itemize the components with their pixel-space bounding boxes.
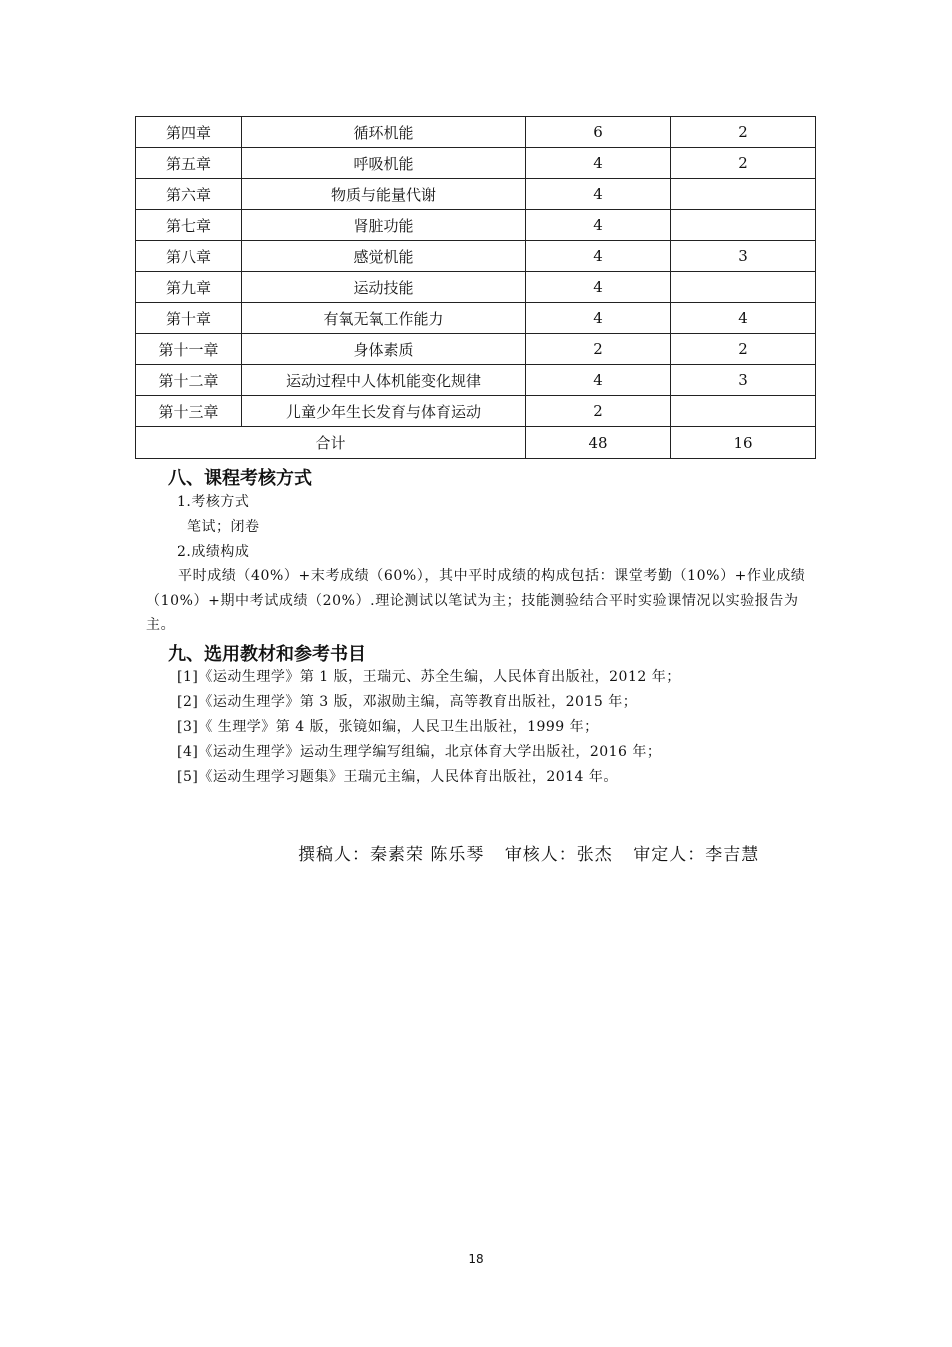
theory-hours-cell: 4 [526, 210, 671, 241]
approver-signature: 审定人：李吉慧 [633, 845, 760, 865]
table-row [136, 365, 816, 396]
lab-hours-cell [671, 272, 816, 303]
table-row [136, 272, 816, 303]
theory-hours-cell: 4 [526, 241, 671, 272]
title-cell: 感觉机能 [242, 241, 526, 272]
table-row [136, 210, 816, 241]
chapter-cell: 第九章 [136, 272, 242, 303]
theory-hours-cell: 6 [526, 117, 671, 148]
total-label-cell: 合计 [136, 427, 526, 459]
title-cell: 肾脏功能 [242, 210, 526, 241]
author-signature: 撰稿人：秦素荣 陈乐琴 [298, 845, 485, 865]
chapter-cell: 第十二章 [136, 365, 242, 396]
assessment-heading: 八、课程考核方式 [168, 468, 312, 489]
lab-hours-cell [671, 210, 816, 241]
title-cell: 物质与能量代谢 [242, 179, 526, 210]
chapter-cell: 第五章 [136, 148, 242, 179]
chapter-cell: 第六章 [136, 179, 242, 210]
title-cell: 有氧无氧工作能力 [242, 303, 526, 334]
theory-hours-cell: 4 [526, 365, 671, 396]
table-row [136, 148, 816, 179]
theory-hours-cell: 4 [526, 303, 671, 334]
chapter-cell: 第八章 [136, 241, 242, 272]
chapter-cell: 第十三章 [136, 396, 242, 427]
lab-hours-cell [671, 396, 816, 427]
lab-hours-cell: 3 [671, 365, 816, 396]
page-number: 18 [468, 1252, 484, 1266]
lab-hours-cell: 2 [671, 334, 816, 365]
reference-item: [4]《运动生理学》运动生理学编写组编，北京体育大学出版社，2016 年； [177, 744, 662, 760]
lab-hours-cell: 4 [671, 303, 816, 334]
chapter-cell: 第七章 [136, 210, 242, 241]
composition-text: 平时成绩（40%）+末考成绩（60%），其中平时成绩的构成包括：课堂考勤（10%）+作业成绩（10%）+期中考试成绩（20%）.理论测试以笔试为主；技能测验结合平时实验课情况以实验报告为主。 [146, 568, 806, 633]
lab-hours-cell: 2 [671, 117, 816, 148]
table-row [136, 396, 816, 427]
total-lab-cell: 16 [671, 427, 816, 459]
table-body [136, 117, 816, 459]
reviewer-signature: 审核人：张杰 [504, 845, 613, 865]
title-cell: 运动技能 [242, 272, 526, 303]
theory-hours-cell: 4 [526, 179, 671, 210]
total-theory-cell: 48 [526, 427, 671, 459]
title-cell: 儿童少年生长发育与体育运动 [242, 396, 526, 427]
title-cell: 循环机能 [242, 117, 526, 148]
chapter-hours-table [135, 116, 816, 459]
chapter-cell: 第四章 [136, 117, 242, 148]
title-cell: 运动过程中人体机能变化规律 [242, 365, 526, 396]
reference-item: [1]《运动生理学》第 1 版，王瑞元、苏全生编，人民体育出版社，2012 年； [177, 669, 681, 685]
lab-hours-cell [671, 179, 816, 210]
method-title: 1.考核方式 [177, 494, 250, 510]
lab-hours-cell: 2 [671, 148, 816, 179]
composition-title: 2.成绩构成 [177, 544, 250, 560]
theory-hours-cell: 2 [526, 334, 671, 365]
table-row [136, 117, 816, 148]
total-row [136, 427, 816, 459]
table-row [136, 241, 816, 272]
lab-hours-cell: 3 [671, 241, 816, 272]
reference-item: [2]《运动生理学》第 3 版，邓淑勋主编，高等教育出版社，2015 年； [177, 694, 638, 710]
theory-hours-cell: 4 [526, 148, 671, 179]
chapter-cell: 第十一章 [136, 334, 242, 365]
chapter-cell: 第十章 [136, 303, 242, 334]
method-text: 笔试；闭卷 [187, 519, 260, 535]
table-row [136, 303, 816, 334]
theory-hours-cell: 2 [526, 396, 671, 427]
title-cell: 身体素质 [242, 334, 526, 365]
theory-hours-cell: 4 [526, 272, 671, 303]
table-row [136, 334, 816, 365]
references-heading: 九、选用教材和参考书目 [168, 644, 366, 665]
table-row [136, 179, 816, 210]
reference-item: [5]《运动生理学习题集》王瑞元主编，人民体育出版社，2014 年。 [177, 769, 618, 785]
signature-line [298, 840, 773, 865]
reference-item: [3]《 生理学》第 4 版，张镜如编，人民卫生出版社，1999 年； [177, 719, 599, 735]
title-cell: 呼吸机能 [242, 148, 526, 179]
